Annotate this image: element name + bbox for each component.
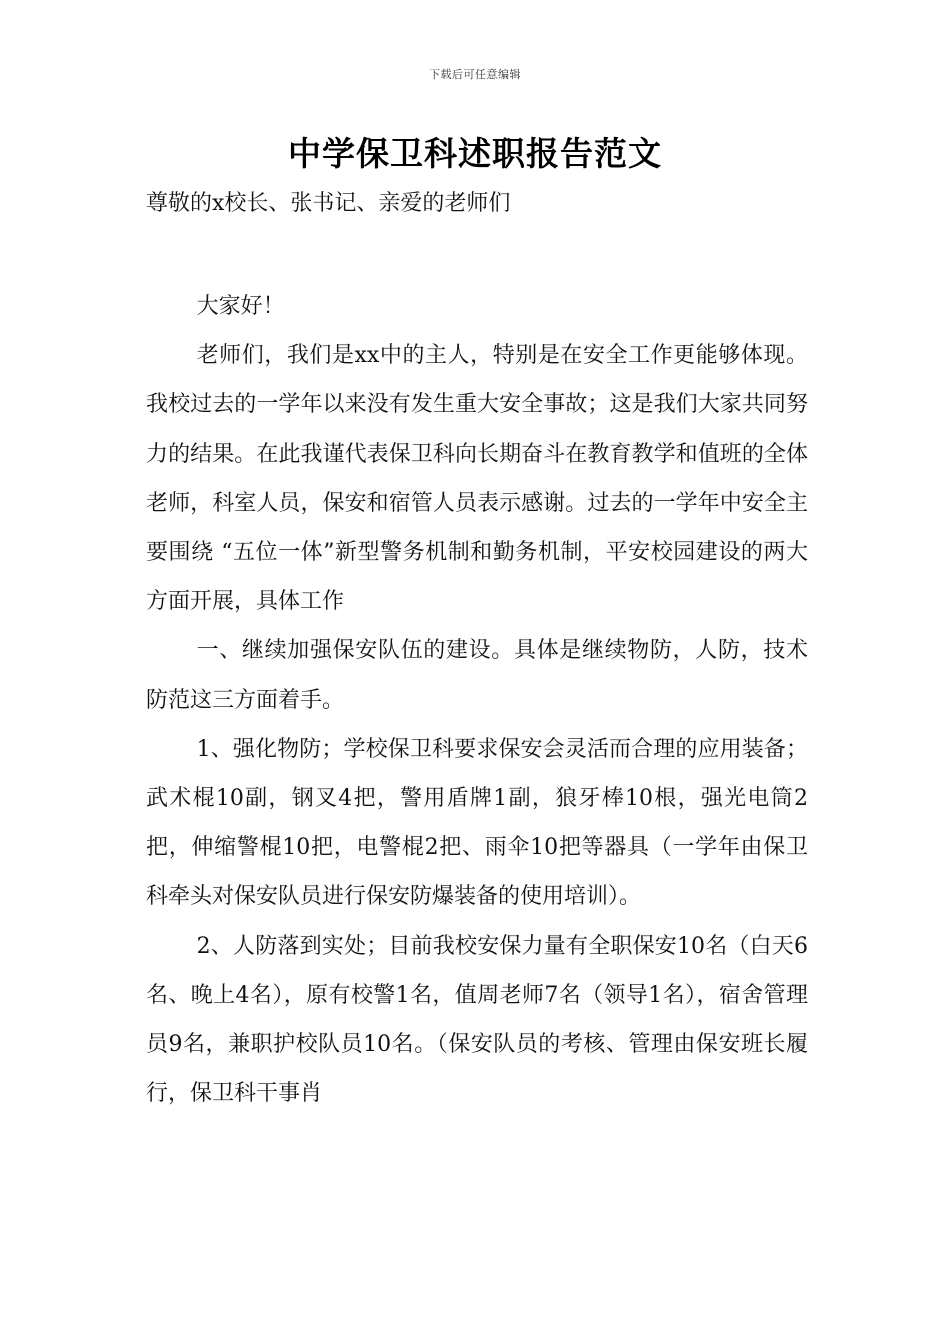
header-note: 下载后可任意编辑 xyxy=(429,68,521,81)
paragraph-section-one: 一、继续加强保安队伍的建设。具体是继续物防，人防，技术防范这三方面着手。 xyxy=(146,638,808,713)
paragraph-intro: 老师们，我们是xx中的主人，特别是在安全工作更能够体现。我校过去的一学年以来没有发生重大安全事故；这是我们大家共同努力的结果。在此我谨代表保卫科向长期奋斗在教育教学和值班的全体老师，科室人员，保安和宿管人员表示感谢。过去的一学年中安全主要围绕 “五位一体”新型警务机制和勤务机制，平安校园建设的两大方面开展，具体工作 xyxy=(146,343,808,615)
paragraph-item-1: 1、强化物防；学校保卫科要求保安会灵活而合理的应用装备；武术棍10副，钢叉4把，警用盾牌1副，狼牙棒10根，强光电筒2把，伸缩警棍10把，电警棍2把、雨伞10把等器具（一学年由保卫科牵头对保安队员进行保安防爆装备的使用培训）。 xyxy=(146,736,808,910)
document-title: 中学保卫科述职报告范文 xyxy=(288,134,662,173)
document-body xyxy=(146,282,808,1118)
salutation: 尊敬的x校长、张书记、亲爱的老师们 xyxy=(146,191,511,216)
paragraph-item-2: 2、人防落到实处；目前我校安保力量有全职保安10名（白天6名、晚上4名），原有校警1名，值周老师7名（领导1名），宿舍管理员9名，兼职护校队员10名。（保安队员的考核、管理由保安班长履行，保卫科干事肖 xyxy=(146,933,808,1107)
paragraph-hello: 大家好！ xyxy=(196,294,285,319)
